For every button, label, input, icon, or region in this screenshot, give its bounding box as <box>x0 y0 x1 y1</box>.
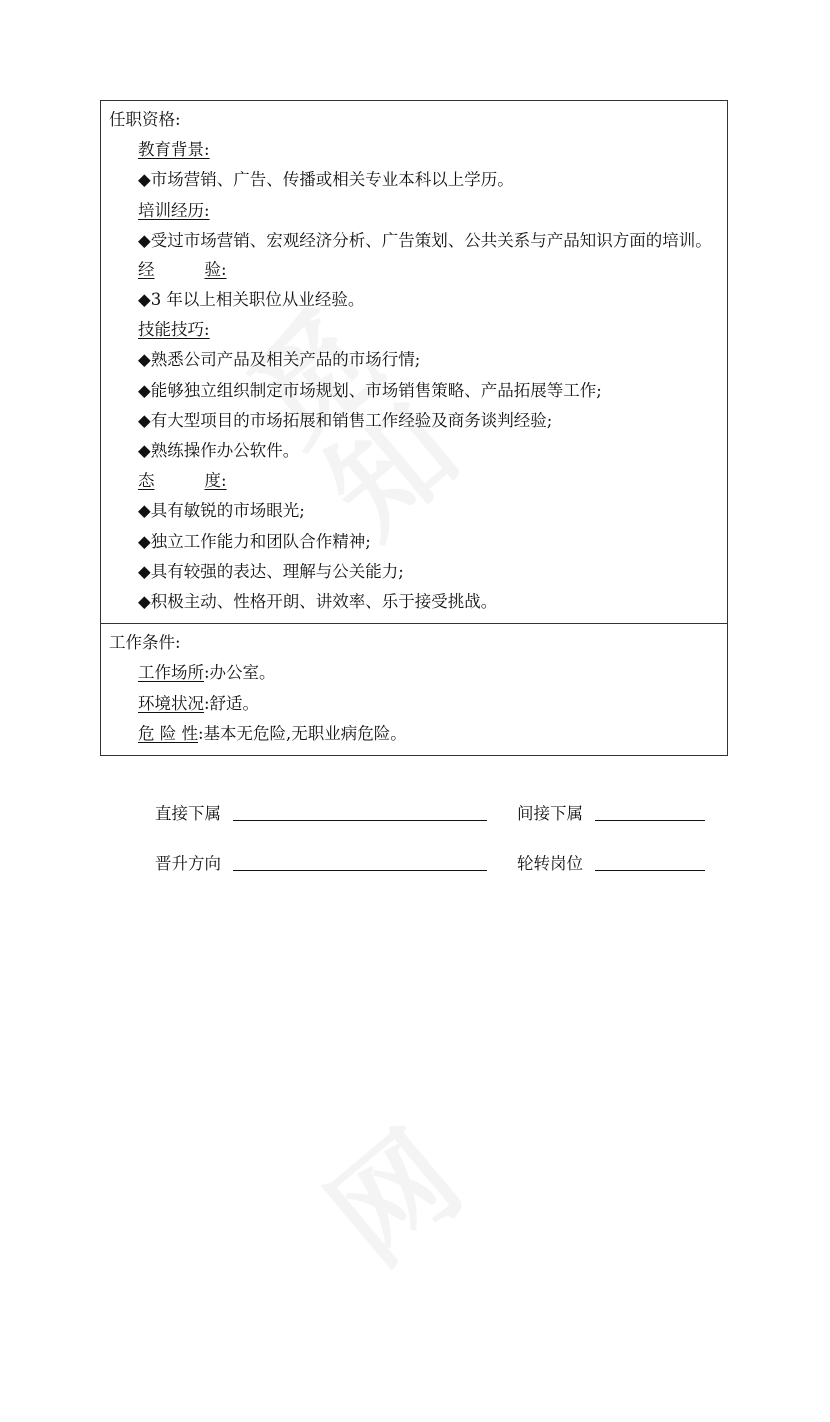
list-item: ◆有大型项目的市场拓展和销售工作经验及商务谈判经验; <box>138 410 553 430</box>
list-item: ◆积极主动、性格开朗、讲效率、乐于接受挑战。 <box>138 592 498 612</box>
list-item: ◆熟悉公司产品及相关产品的市场行情; <box>138 350 421 370</box>
promotion-direction-label: 晋升方向 <box>155 854 221 873</box>
list-item: ◆能够独立组织制定市场规划、市场销售策略、产品拓展等工作; <box>138 380 602 400</box>
qualifications-section <box>101 101 727 623</box>
conditions-section <box>101 623 727 755</box>
experience-heading: 经 验: <box>138 259 227 279</box>
list-item: ◆市场营销、广告、传播或相关专业本科以上学历。 <box>138 170 514 190</box>
list-item: ◆具有较强的表达、理解与公关能力; <box>138 561 404 581</box>
direct-subordinate-label: 直接下属 <box>155 804 221 823</box>
list-item: ◆受过市场营销、宏观经济分析、广告策划、公共关系与产品知识方面的培训。 <box>138 230 712 250</box>
watermark-bottom <box>312 1038 689 1422</box>
indirect-subordinate-label: 间接下属 <box>517 804 583 823</box>
workplace-row: 工作场所:办公室。 <box>138 663 276 683</box>
attitude-heading: 态 度: <box>138 471 227 491</box>
job-spec-table <box>100 100 728 756</box>
rotation-position-label: 轮转岗位 <box>517 854 583 873</box>
list-item: ◆独立工作能力和团队合作精神; <box>138 531 371 551</box>
education-heading: 教育背景: <box>138 140 210 160</box>
promotion-direction-field[interactable] <box>233 870 487 871</box>
rotation-position-field[interactable] <box>595 870 705 871</box>
hazard-row: 危 险 性:基本无危险,无职业病危险。 <box>138 723 407 743</box>
qualifications-title: 任职资格: <box>109 110 181 129</box>
training-heading: 培训经历: <box>138 200 210 220</box>
list-item: ◆熟练操作办公软件。 <box>138 441 300 461</box>
skills-heading: 技能技巧: <box>138 320 210 340</box>
environment-row: 环境状况:舒适。 <box>138 693 260 713</box>
direct-subordinate-field[interactable] <box>233 820 487 821</box>
conditions-title: 工作条件: <box>109 633 181 653</box>
list-item: ◆具有敏锐的市场眼光; <box>138 501 305 521</box>
list-item: ◆3 年以上相关职位从业经验。 <box>138 290 365 310</box>
indirect-subordinate-field[interactable] <box>595 820 705 821</box>
